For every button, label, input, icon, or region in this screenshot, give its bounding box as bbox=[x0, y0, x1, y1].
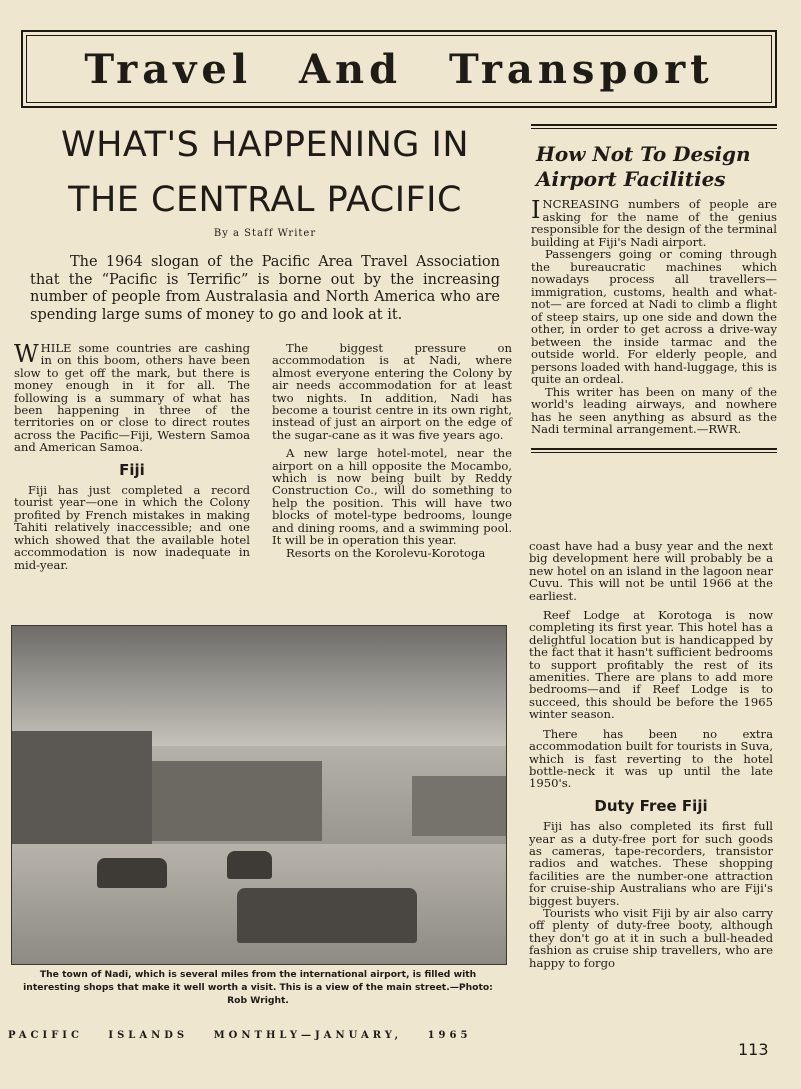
footer-masthead: PACIFIC ISLANDS MONTHLY—JANUARY, 1965 bbox=[8, 1030, 472, 1041]
sidebar-title-line-2: Airport Facilities bbox=[536, 167, 726, 191]
photo-car-3 bbox=[237, 888, 417, 943]
section-banner-inner bbox=[26, 35, 772, 103]
column-3-paragraph-4: Fiji has also completed its first full year as a duty-free port for such goods as cameras, tape-recorders, transistor radios and watches. These shopping facilities are the number-one attraction for cruise-ship Australians who are Fiji's biggest buyers. bbox=[529, 819, 773, 908]
photo-sky bbox=[12, 626, 506, 746]
column-2-paragraph-2: A new large hotel-motel, near the airport on a hill opposite the Mocambo, which is now being built by Reddy Construction Co., will do something to help the position. This will have two blocks of motel-type bedrooms, lounge and dining rooms, and a swimming pool. It will be in operation this year. bbox=[272, 446, 512, 548]
drop-cap: W bbox=[14, 340, 39, 368]
headline-line-1: WHAT'S HAPPENING IN bbox=[60, 125, 470, 165]
subhead-fiji: Fiji bbox=[119, 460, 145, 479]
sidebar-title-line-1: How Not To Design bbox=[536, 142, 751, 166]
section-title: Travel And Transport bbox=[84, 45, 714, 93]
sidebar-body bbox=[531, 198, 777, 436]
headline-line-2: THE CENTRAL PACIFIC bbox=[68, 180, 462, 220]
photo-building-mid bbox=[152, 761, 322, 841]
sidebar-drop-cap: I bbox=[531, 196, 541, 224]
sidebar-title bbox=[536, 142, 777, 192]
column-3-paragraph-1: coast have had a busy year and the next big development here will probably be a new hotel on an island in the lagoon near Cuvu. This will not be until 1966 at the earliest. bbox=[529, 539, 773, 603]
photo-car-1 bbox=[97, 858, 167, 888]
intro-paragraph: The 1964 slogan of the Pacific Area Travel Association that the “Pacific is Terrific” is borne out by the increasing number of people from Australasia and North America who are spending large sums of money to go and look at it. bbox=[30, 254, 500, 323]
street-photo bbox=[11, 625, 507, 965]
byline: By a Staff Writer bbox=[213, 228, 317, 239]
page-number: 113 bbox=[738, 1040, 769, 1059]
column-1-paragraph-1 bbox=[14, 342, 250, 454]
column-3-paragraph-2: Reef Lodge at Korotoga is now completing its first year. This hotel has a delightful location but is handicapped by the fact that it hasn't sufficient bedrooms to support profitably the rest of its amenities. There are plans to add more bedrooms—and if Reef Lodge is to succeed, this should be before the 1965 winter season. bbox=[529, 608, 773, 722]
column-1-paragraph-1-text: HILE some countries are cashing in on this boom, others have been slow to get off the mark, but there is money enough in it for all. The following is a summary of what has been happening in three of the territories on or close to direct routes across the Pacific—Fiji, Western Samoa and American Samoa. bbox=[14, 341, 250, 455]
article-column-3 bbox=[529, 540, 773, 969]
article-column-1 bbox=[14, 342, 250, 571]
subhead-duty-free-fiji: Duty Free Fiji bbox=[594, 796, 708, 815]
sidebar-top-rule bbox=[531, 124, 777, 129]
photo-car-2 bbox=[227, 851, 272, 879]
sidebar-paragraph-1 bbox=[531, 198, 777, 248]
column-2-paragraph-3: Resorts on the Korolevu-Korotoga bbox=[286, 545, 486, 560]
article-intro bbox=[30, 254, 500, 324]
article-headline bbox=[20, 118, 510, 228]
sidebar-paragraph-3: This writer has been on many of the world's leading airways, and nowhere has he seen anything as absurd as the Nadi terminal arrangement.—RWR. bbox=[531, 384, 777, 436]
sidebar-bottom-rule bbox=[531, 448, 777, 453]
photo-caption: The town of Nadi, which is several miles from the international airport, is filled with interesting shops that make it well worth a visit. This is a view of the main street.—Photo: Rob Wright. bbox=[23, 969, 493, 1006]
sidebar-paragraph-1-text: NCREASING numbers of people are asking for the name of the genius responsible for the design of the terminal building at Fiji's Nadi airport. bbox=[531, 197, 777, 249]
article-column-2 bbox=[272, 342, 512, 559]
photo-building-right bbox=[412, 776, 507, 836]
column-2-paragraph-1: The biggest pressure on accommodation is at Nadi, where almost everyone entering the Colony by air needs accommodation for at least two nights. In addition, Nadi has become a tourist centre in its own right, instead of just an airport on the edge of the sugar-cane as it was five years ago. bbox=[272, 341, 512, 442]
section-banner bbox=[21, 30, 777, 108]
column-3-paragraph-5: Tourists who visit Fiji by air also carry off plenty of duty-free booty, although they don't go at it in such a bull-headed fashion as cruise ship travellers, who are happy to forgo bbox=[529, 905, 773, 970]
column-1-paragraph-2: Fiji has just completed a record tourist year—one in which the Colony profited by French mistakes in making Tahiti relatively inaccessible; and one which showed that the available hotel accommodation is now inadequate in mid-year. bbox=[14, 483, 250, 572]
sidebar-box bbox=[531, 124, 777, 453]
column-3-paragraph-3: There has been no extra accommodation built for tourists in Suva, which is fast reverting to the hotel bottle-neck it was up until the late 1950's. bbox=[529, 726, 773, 791]
photo-building-left bbox=[12, 731, 152, 851]
sidebar-paragraph-2: Passengers going or coming through the bureaucratic machines which nowadays process all travellers—immigration, customs, health and what-not— are forced at Nadi to climb a flight of steep stairs, up one side and down the other, in order to get across a drive-way between the inside tarmac and the outside world. For elderly people, and persons loaded with hand-luggage, this is quite an ordeal. bbox=[531, 247, 777, 386]
